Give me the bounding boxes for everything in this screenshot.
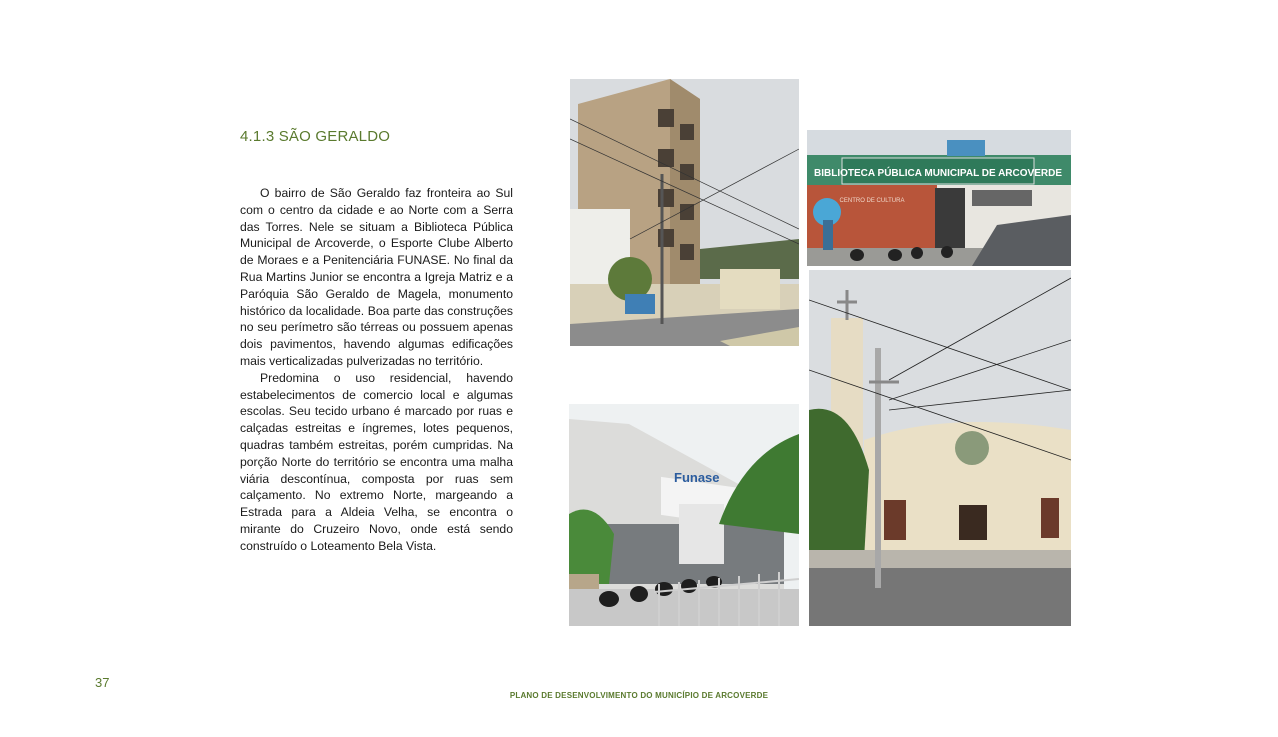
library-sign-text: BIBLIOTECA PÚBLICA MUNICIPAL DE ARCOVERDE	[814, 168, 1062, 179]
body-text	[240, 185, 513, 555]
library-wall-text: CENTRO DE CULTURA	[839, 198, 905, 204]
photo-funase	[569, 404, 799, 626]
photo-church	[809, 270, 1071, 626]
paragraph-2: Predomina o uso residencial, havendo estabelecimentos de comercio local e algumas escolas. Seu tecido urbano é marcado por ruas e calçadas estreitas e íngremes, lotes pequenos, quadras também estreitas, porém cumpridas. Na porção Norte do território se encontra uma malha viária descontínua, composta por ruas sem calçamento. No extremo Norte, margeando a Estrada para a Aldeia Velha, se encontra o mirante do Cruzeiro Novo, onde está sendo construído o Loteamento Bela Vista.	[240, 370, 513, 553]
photo-library	[807, 130, 1071, 266]
footer	[0, 691, 1278, 700]
funase-sign-text: Funase	[674, 470, 720, 485]
section-title: 4.1.3 SÃO GERALDO	[240, 128, 391, 145]
page-number: 37	[95, 675, 110, 690]
photo-tall-building	[570, 79, 799, 346]
footer-text: PLANO DE DESENVOLVIMENTO DO MUNICÍPIO DE ARCOVERDE	[509, 691, 769, 700]
paragraph-1: O bairro de São Geraldo faz fronteira ao Sul com o centro da cidade e ao Norte com a Serra das Torres. Nele se situam a Biblioteca Pública Municipal de Arcoverde, o Esporte Clube Alberto de Moraes e a Penitenciária FUNASE. No final da Rua Martins Junior se encontra a Igreja Matriz e a Paróquia São Geraldo de Magela, monumento histórico da localidade. Boa parte das construções no seu perímetro são térreas ou possuem apenas dois pavimentos, havendo algumas edificações mais verticalizadas pulverizadas no território.	[240, 186, 513, 368]
